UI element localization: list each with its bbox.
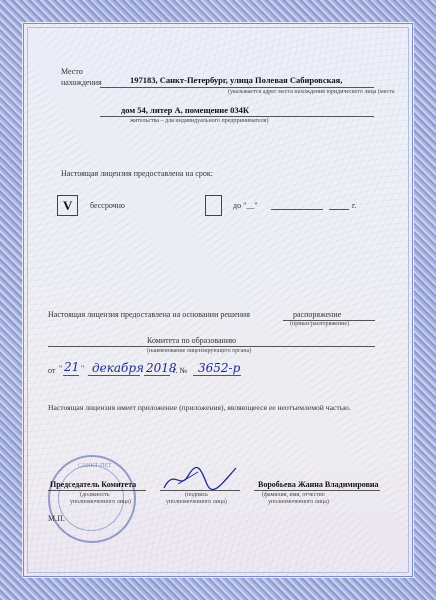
doc-type: распоряжение <box>293 310 342 319</box>
basis-statement: Настоящая лицензия предоставлена на основании решения <box>48 310 250 319</box>
name-underline <box>254 490 380 491</box>
signature-caption-1: (подпись <box>185 492 208 498</box>
year-no: г. № <box>173 366 188 375</box>
signature-caption-2: уполномоченного лица) <box>166 499 227 505</box>
position-caption-2: уполномоченного лица) <box>70 499 131 505</box>
position-caption-1: (должность <box>80 492 110 498</box>
year-suffix: г. <box>352 201 357 210</box>
doc-type-caption: (приказ/распоряжение) <box>290 321 350 327</box>
signatory-position: Председатель Комитета <box>50 480 137 489</box>
stamp-text: САНКТ-ПЕТ <box>78 463 112 469</box>
name-caption-2: уполномоченного лица) <box>268 499 329 505</box>
from-prefix: от <box>48 366 56 375</box>
quote-open: " <box>59 364 63 373</box>
address-underline-2 <box>100 116 374 117</box>
name-caption-1: (фамилия, имя, отчество <box>262 492 325 498</box>
quote-close: " <box>81 364 85 373</box>
address-label-line1: Место <box>61 67 83 76</box>
address-line2: дом 54, литер А, помещение 034К <box>121 105 250 115</box>
signatory-name: Воробьева Жанна Владимировна <box>258 480 379 489</box>
address-underline-1 <box>100 87 374 88</box>
term-statement: Настоящая лицензия предоставлена на срок: <box>61 169 213 178</box>
until-year-line <box>329 209 349 210</box>
option-until: до "__" <box>233 201 258 210</box>
appendix-statement: Настоящая лицензия имеет приложение (приложения), являющееся ее неотъемлемой частью. <box>48 403 351 412</box>
stamp-inner-ring <box>58 465 124 531</box>
seal-label: М.П. <box>48 514 65 523</box>
option-indefinite: бессрочно <box>90 201 125 210</box>
year-underline <box>144 375 170 376</box>
handwritten-year: 2018 <box>146 361 177 375</box>
handwritten-day: 21 <box>64 360 80 374</box>
authority-caption: (наименование лицензирующего органа) <box>147 348 252 354</box>
checkbox-indefinite <box>57 195 78 216</box>
address-label-line2: нахождения <box>61 78 102 87</box>
address-line1: 197183, Санкт-Петербург, улица Полевая Сабировская, <box>130 75 343 85</box>
checkbox-until <box>205 195 222 216</box>
signature-underline <box>160 490 240 491</box>
number-underline <box>193 375 241 376</box>
month-underline <box>88 375 140 376</box>
check-mark: V <box>63 198 73 213</box>
handwritten-number: 3652-р <box>198 361 241 375</box>
until-month-line <box>271 209 323 210</box>
address-caption-1: (указывается адрес места нахождения юридического лица (места <box>228 89 395 95</box>
address-caption-2: жительства – для индивидуального предпринимателя) <box>130 118 269 124</box>
day-underline <box>63 375 79 376</box>
handwritten-month: декабря <box>92 361 144 375</box>
authority-underline <box>48 346 375 347</box>
authority: Комитета по образованию <box>147 336 237 345</box>
position-underline <box>48 490 146 491</box>
